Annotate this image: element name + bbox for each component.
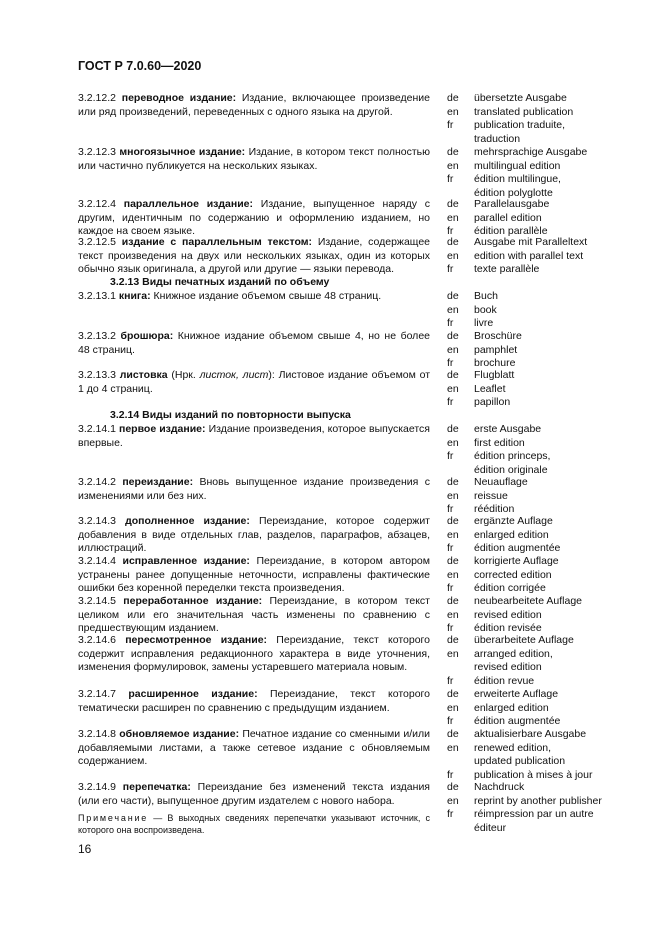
translations-3-2-14-3: de ergänzte Auflage en enlarged edition fr édition augmentée [447,515,561,555]
entry-3-2-14-9: 3.2.14.9 перепечатка: Переиздание без изменений текста издания (или его части), выпущенное другим издателем с нового набора. [78,781,430,807]
entry-3-2-13-1: 3.2.13.1 книга: Книжное издание объемом свыше 48 страниц. [78,290,382,302]
entry-3-2-12-5: 3.2.12.5 издание с параллельным текстом: Издание, содержащее текст произведения на двух или нескольких языках, один из которых обычно язык оригинала, а другой или другие — языки перевода. [78,236,430,276]
translations-3-2-13-2: de Broschüre en pamphlet fr brochure [447,330,522,370]
entry-3-2-12-4: 3.2.12.4 параллельное издание: Издание, выпущенное наряду с другим, идентичным по содержанию и оформлению изданием, но каждое на своем языке. [78,198,430,238]
translations-3-2-13-3: de Flugblatt en Leaflet fr papillon [447,369,515,409]
translations-3-2-12-3: de mehrsprachige Ausgabe en multilingual edition fr édition multilingue, édition polyglotte [447,146,588,199]
entry-3-2-14-3: 3.2.14.3 дополненное издание: Переиздание, которое содержит добавления в виде отдельных глав, разделов, параграфов, абзацев, иллюстраций. [78,515,430,555]
entry-3-2-12-2: 3.2.12.2 переводное издание: Издание, включающее произведение или ряд произведений, переведенных с одного языка на другой. [78,92,430,118]
translations-3-2-14-7: de erweiterte Auflage en enlarged edition fr édition augmentée [447,688,561,728]
entry-3-2-14-2: 3.2.14.2 переиздание: Вновь выпущенное издание произведения с изменениями или без них. [78,476,430,502]
translations-3-2-14-2: de Neuauflage en reissue fr réédition [447,476,528,516]
entry-3-2-14-1: 3.2.14.1 первое издание: Издание произведения, которое выпускается впервые. [78,423,430,449]
translations-3-2-14-9: de Nachdruck en reprint by another publisher fr réimpression par un autre éditeur [447,781,602,834]
translations-3-2-12-4: de Parallelausgabe en parallel edition fr édition parallèle [447,198,550,238]
page-number: 16 [78,842,92,856]
translations-3-2-14-6: de überarbeitete Auflage en arranged edition, revised edition fr édition revue [447,634,574,687]
translations-3-2-13-1: de Buch en book fr livre [447,290,498,330]
entry-3-2-12-3: 3.2.12.3 многоязычное издание: Издание, в котором текст полностью или частично публикуется на нескольких языках. [78,146,430,172]
entry-3-2-14-5: 3.2.14.5 переработанное издание: Переиздание, в котором текст целиком или его значительная часть изменены по сравнению с предшествующим изданием. [78,595,430,635]
entry-3-2-14-8: 3.2.14.8 обновляемое издание: Печатное издание со сменными и/или добавляемыми листами, а также сетевое издание с обновляемым содержанием. [78,728,430,768]
section-heading-3-2-14: 3.2.14 Виды изданий по повторности выпуска [110,409,351,421]
note: Примечание — В выходных сведениях перепечатки указывают источник, с которого она воспроизведена. [78,813,430,835]
entry-3-2-14-7: 3.2.14.7 расширенное издание: Переиздание, текст которого тематически расширен по сравнению с предыдущим изданием. [78,688,430,714]
entry-3-2-14-6: 3.2.14.6 пересмотренное издание: Переиздание, текст которого содержит исправления редакционного характера в виде уточнения, изменения формулировок, замены устаревшего материала новым. [78,634,430,674]
translations-3-2-12-2: de übersetzte Ausgabe en translated publication fr publication traduite, traduction [447,92,574,145]
page-header-title: ГОСТ Р 7.0.60—2020 [78,59,202,73]
translations-3-2-14-1: de erste Ausgabe en first edition fr édition princeps, édition originale [447,423,551,476]
translations-3-2-14-5: de neubearbeitete Auflage en revised edition fr édition revisée [447,595,583,635]
translations-3-2-14-8: de aktualisierbare Ausgabe en renewed edition, updated publication fr publication à mises à jour [447,728,593,781]
translations-3-2-14-4: de korrigierte Auflage en corrected edition fr édition corrigée [447,555,559,595]
entry-3-2-13-2: 3.2.13.2 брошюра: Книжное издание объемом свыше 4, но не более 48 страниц. [78,330,430,356]
translations-3-2-12-5: de Ausgabe mit Paralleltext en edition with parallel text fr texte parallèle [447,236,588,276]
section-heading-3-2-13: 3.2.13 Виды печатных изданий по объему [110,276,330,288]
entry-3-2-14-4: 3.2.14.4 исправленное издание: Переиздание, в котором автором устранены ранее допущенные неточности, исправлены фактические ошибки без коренной переделки текста произведения. [78,555,430,595]
entry-3-2-13-3: 3.2.13.3 листовка (Нрк. листок, лист): Листовое издание объемом от 1 до 4 страниц. [78,369,431,395]
